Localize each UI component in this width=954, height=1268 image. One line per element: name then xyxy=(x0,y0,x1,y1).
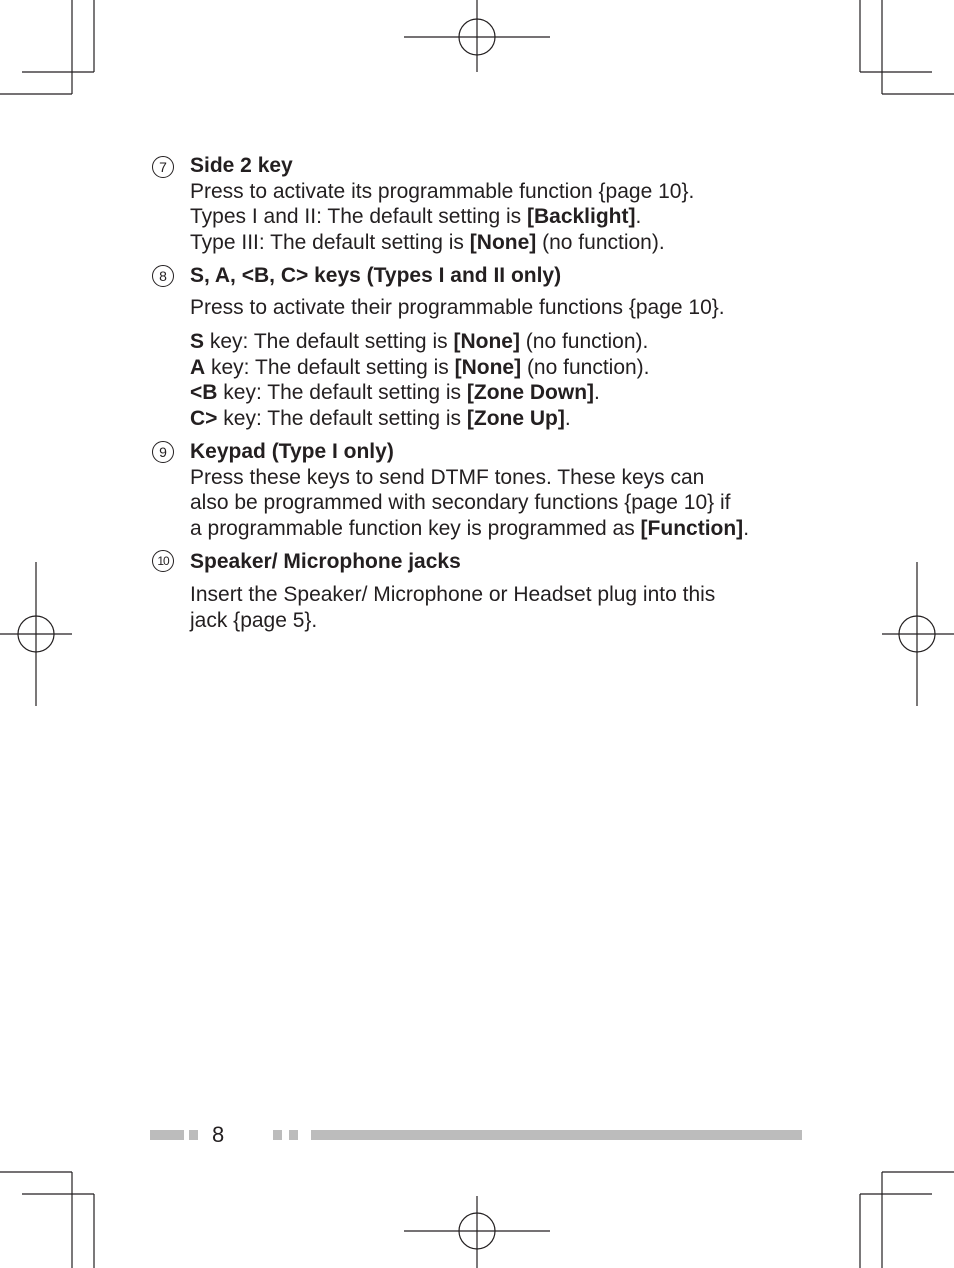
setting-line: A key: The default setting is [None] (no function). xyxy=(190,356,650,379)
setting-line: S key: The default setting is [None] (no function). xyxy=(190,330,649,353)
footer-bar xyxy=(289,1130,298,1140)
page-number: 8 xyxy=(212,1122,225,1147)
footer-bar xyxy=(311,1130,802,1140)
footer-bar xyxy=(273,1130,282,1140)
item-heading: Keypad (Type I only) xyxy=(190,440,394,463)
item-number-badge: 8 xyxy=(152,265,174,287)
footer-bar xyxy=(150,1130,184,1140)
item-heading: Side 2 key xyxy=(190,154,293,177)
item-description: a programmable function key is programmed as [Function]. xyxy=(190,517,750,540)
item-number-badge: 10 xyxy=(152,550,174,572)
item-description: Press to activate its programmable function {page 10}. xyxy=(190,180,695,203)
item-description: jack {page 5}. xyxy=(190,609,318,632)
item-heading: S, A, <B, C> keys (Types I and II only) xyxy=(190,264,562,287)
setting-line: <B key: The default setting is [Zone Down]. xyxy=(190,381,600,404)
item-description: also be programmed with secondary functions {page 10} if xyxy=(190,491,731,514)
item-description: Insert the Speaker/ Microphone or Headset plug into this xyxy=(190,583,716,606)
item-description: Press to activate their programmable functions {page 10}. xyxy=(190,296,725,319)
setting-line: C> key: The default setting is [Zone Up]. xyxy=(190,407,571,430)
item-number-badge: 9 xyxy=(152,441,174,463)
footer-bar xyxy=(189,1130,198,1140)
item-description: Press these keys to send DTMF tones. These keys can xyxy=(190,466,705,489)
item-heading: Speaker/ Microphone jacks xyxy=(190,550,461,573)
item-number-badge: 7 xyxy=(152,156,174,178)
setting-line: Types I and II: The default setting is [Backlight]. xyxy=(190,205,642,228)
setting-line: Type III: The default setting is [None] (no function). xyxy=(190,231,665,254)
